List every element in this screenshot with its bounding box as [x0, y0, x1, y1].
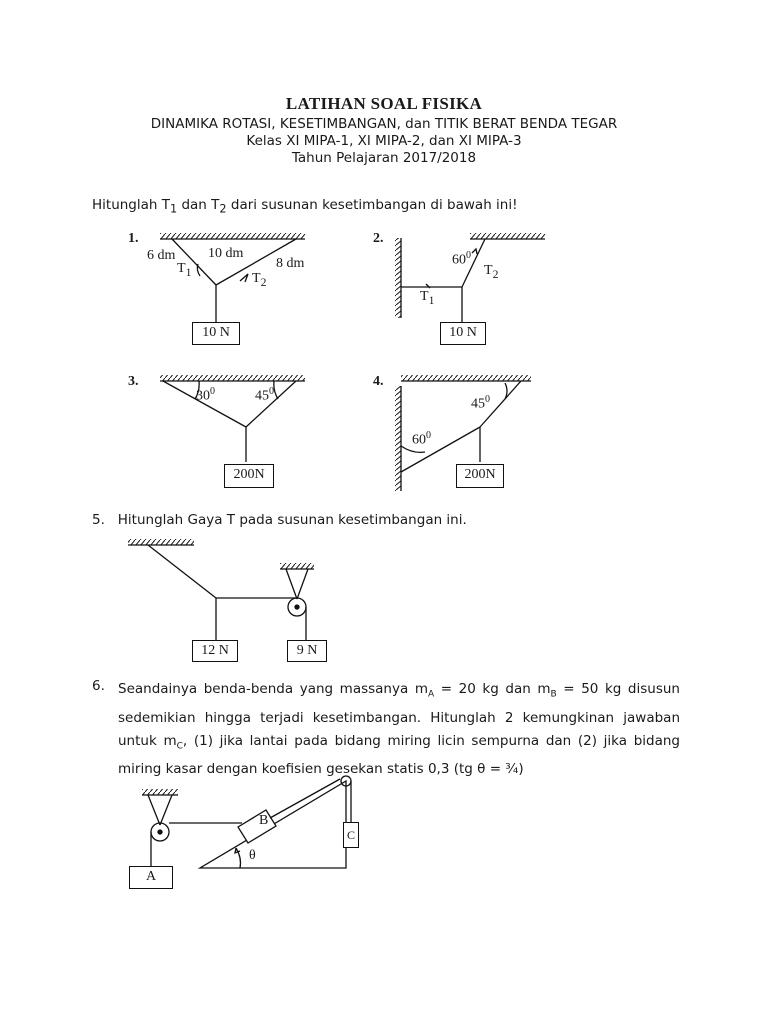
fig3-weight: 200N — [224, 464, 274, 488]
figure-3 — [160, 375, 305, 462]
fig4-weight: 200N — [456, 464, 504, 488]
subtitle: DINAMIKA ROTASI, KESETIMBANGAN, dan TITIK BERAT BENDA TEGAR — [150, 116, 618, 132]
fig1-t2: $T_2$ — [252, 271, 267, 289]
figure-6 — [142, 776, 351, 868]
fig2-weight: 10 N — [440, 322, 486, 345]
page-title: LATIHAN SOAL FISIKA — [285, 94, 483, 113]
q5-weight-right: 9 N — [287, 640, 327, 662]
figure-5 — [128, 539, 314, 640]
fig3-number: 3. — [128, 374, 139, 389]
fig4-angle-ceiling: $45^0$ — [471, 394, 490, 412]
fig1-len-left: 6 dm — [147, 248, 176, 263]
figure-2 — [395, 233, 545, 322]
fig1-weight: 10 N — [192, 322, 240, 345]
fig1-t1: $T_1$ — [177, 261, 192, 279]
fig4-number: 4. — [373, 374, 384, 389]
q6-mass-a: A — [129, 866, 173, 889]
fig3-angle-right: $45^0$ — [255, 386, 274, 404]
fig1-len-top: 10 dm — [208, 246, 244, 261]
fig1-number: 1. — [128, 231, 139, 246]
fig4-angle-wall: $60^0$ — [412, 430, 431, 448]
fig2-number: 2. — [373, 231, 384, 246]
q6-theta: θ — [249, 848, 256, 863]
q6-mass-c: C — [343, 822, 359, 848]
q6-label-b: B — [259, 813, 269, 828]
q5-weight-left: 12 N — [192, 640, 238, 662]
fig2-t1: $T_1$ — [420, 289, 435, 307]
year-line: Tahun Pelajaran 2017/2018 — [291, 150, 477, 166]
fig2-t2: $T_2$ — [484, 263, 499, 281]
question-5: 5. Hitunglah Gaya T pada susunan kesetimbangan ini. — [92, 512, 467, 528]
fig3-angle-left: $30^0$ — [196, 386, 215, 404]
class-line: Kelas XI MIPA-1, XI MIPA-2, dan XI MIPA-3 — [246, 133, 522, 149]
fig1-len-right: 8 dm — [276, 256, 305, 271]
question-6: 6. Seandainya benda-benda yang massanya $m_A = 20$ kg dan $m_B = 50$ kg disusun sedemikian hingga terjadi kesetimbangan. Hitunglah 2 kemungkinan jawaban untuk $m_C$, (1) jika lantai pada bidang miring licin sempurna dan (2) jika bidang miring kasar dengan koefisien gesekan statis 0,3 (tg θ = ¾) — [92, 678, 680, 778]
instruction: Hitunglah $T_1$ dan $T_2$ dari susunan kesetimbangan di bawah ini! — [92, 197, 518, 216]
fig2-angle: $60^0$ — [452, 250, 471, 268]
